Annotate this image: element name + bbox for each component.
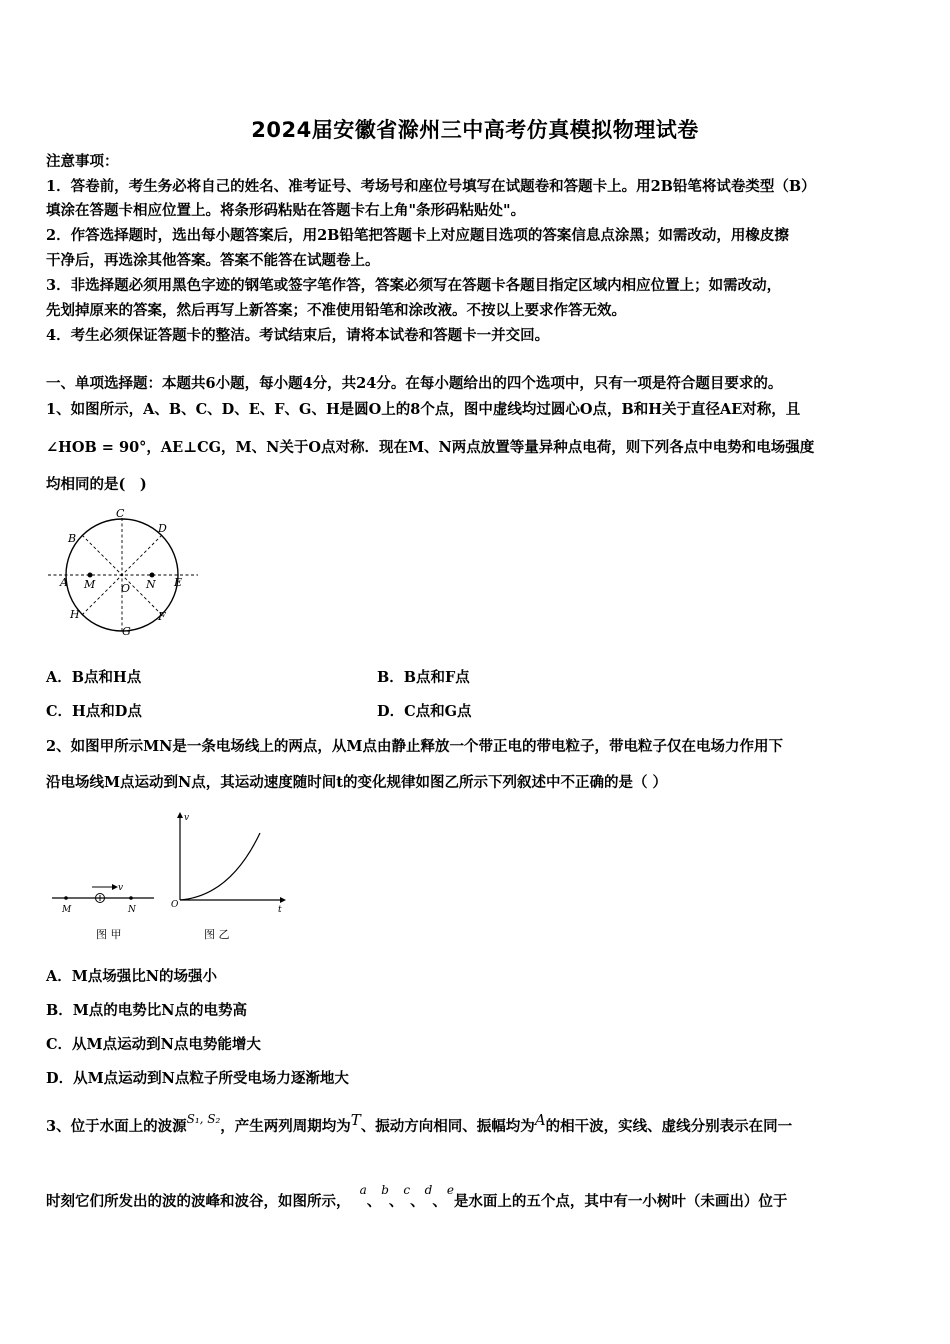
q2-option-a: A．M点场强比N的场强小 xyxy=(46,968,218,985)
question-3-line-1 xyxy=(46,1111,916,1137)
q2-option-d: D．从M点运动到N点粒子所受电场力逐渐地大 xyxy=(46,1070,349,1087)
section-heading: 一、单项选择题：本题共6小题，每小题4分，共24分。在每小题给出的四个选项中，只有一项是符合题目要求的。 xyxy=(46,375,783,392)
notice-line: 干净后，再选涂其他答案。答案不能答在试题卷上。 xyxy=(46,252,380,269)
fig-a-caption: 图 甲 xyxy=(96,928,122,941)
question-3-line-2: 时刻它们所发出的波的波峰和波谷，如图所示， $^a$、$^b$、$^c$、$^d$、$^e$是水面上的五个点，其中有一小树叶（未画出）位于 xyxy=(46,1183,788,1210)
question-1-line: 均相同的是( ) xyxy=(46,476,147,493)
q3-point-b: b xyxy=(381,1183,389,1197)
q1-option-d: D．C点和G点 xyxy=(377,703,472,720)
notice-heading: 注意事项： xyxy=(46,153,119,170)
notice-line: 2．作答选择题时，选出每小题答案后，用2B铅笔把答题卡上对应题目选项的答案信息点涂黑；如需改动，用橡皮擦 xyxy=(46,227,789,244)
fig-b-label-v: v xyxy=(184,813,190,823)
q3-sources: S₁, S₂ xyxy=(186,1112,221,1126)
label-b: B xyxy=(68,532,77,545)
label-n: N xyxy=(146,578,156,591)
motion-figure xyxy=(50,808,290,948)
q3-amplitude: A xyxy=(534,1111,546,1129)
notice-line: 填涂在答题卡相应位置上。将条形码粘贴在答题卡右上角"条形码粘贴处"。 xyxy=(46,202,526,219)
label-e: E xyxy=(174,576,183,589)
q3-point-e: e xyxy=(446,1183,454,1197)
q3-text: 、振动方向相同、振幅均为 xyxy=(360,1118,535,1135)
q3-text: 是水面上的五个点，其中有一小树叶（未画出）位于 xyxy=(453,1193,788,1210)
q3-point-d: d xyxy=(424,1183,433,1197)
question-2-line: 2、如图甲所示MN是一条电场线上的两点，从M点由静止释放一个带正电的带电粒子，带电粒子仅在电场力作用下 xyxy=(46,738,783,755)
fig-a-label-m: M xyxy=(62,905,72,915)
notice-line: 3．非选择题必须用黑色字迹的钢笔或签字笔作答，答案必须写在答题卡各题目指定区域内相应位置上；如需改动， xyxy=(46,277,782,294)
notice-line: 4．考生必须保证答题卡的整洁。考试结束后，请将本试卷和答题卡一并交回。 xyxy=(46,327,550,344)
q3-text: 时刻它们所发出的波的波峰和波谷，如图所示， xyxy=(46,1193,351,1210)
fig-b-label-t: t xyxy=(278,905,282,915)
q1-option-b: B．B点和F点 xyxy=(377,669,470,686)
label-m: M xyxy=(84,578,96,591)
q3-text: 的相干波，实线、虚线分别表示在同一 xyxy=(545,1118,793,1135)
question-1-line: ∠HOB = 90°，AE⊥CG，M、N关于O点对称．现在M、N两点放置等量异种点电荷，则下列各点中电势和电场强度 xyxy=(46,439,815,456)
label-a: A xyxy=(60,576,68,589)
label-h: H xyxy=(70,608,80,621)
notice-line: 先划掉原来的答案，然后再写上新答案；不准使用铅笔和涂改液。不按以上要求作答无效。 xyxy=(46,302,626,319)
label-o: O xyxy=(121,582,131,595)
fig-a-label-v: v xyxy=(118,883,124,893)
q1-option-c: C．H点和D点 xyxy=(46,703,142,720)
q2-option-c: C．从M点运动到N点电势能增大 xyxy=(46,1036,261,1053)
question-2-line: 沿电场线M点运动到N点，其运动速度随时间t的变化规律如图乙所示下列叙述中不正确的是（ ） xyxy=(46,774,668,791)
q2-option-b: B．M点的电势比N点的电势高 xyxy=(46,1002,248,1019)
label-g: G xyxy=(122,625,131,638)
label-c: C xyxy=(116,508,125,520)
notice-line: 1．答卷前，考生务必将自己的姓名、准考证号、考场号和座位号填写在试题卷和答题卡上。用2B铅笔将试卷类型（B） xyxy=(46,178,816,195)
q3-text: 3、位于水面上的波源 xyxy=(46,1118,187,1135)
q3-text: ，产生两列周期均为 xyxy=(220,1118,351,1135)
label-d: D xyxy=(158,522,167,535)
page-title: 2024届安徽省滁州三中高考仿真模拟物理试卷 xyxy=(251,118,699,142)
q1-option-a: A．B点和H点 xyxy=(46,669,142,686)
q3-point-a: a xyxy=(359,1183,367,1197)
question-1-line: 1、如图所示，A、B、C、D、E、F、G、H是圆O上的8个点，图中虚线均过圆心O点，B和H关于直径AE对称，且 xyxy=(46,401,801,418)
label-f: F xyxy=(158,610,166,623)
fig-b-caption: 图 乙 xyxy=(204,928,230,941)
q3-point-c: c xyxy=(403,1183,411,1197)
fig-b-label-o: O xyxy=(171,900,179,910)
q3-period: T xyxy=(350,1111,361,1129)
circle-figure xyxy=(44,508,204,643)
fig-a-label-n: N xyxy=(128,905,136,915)
